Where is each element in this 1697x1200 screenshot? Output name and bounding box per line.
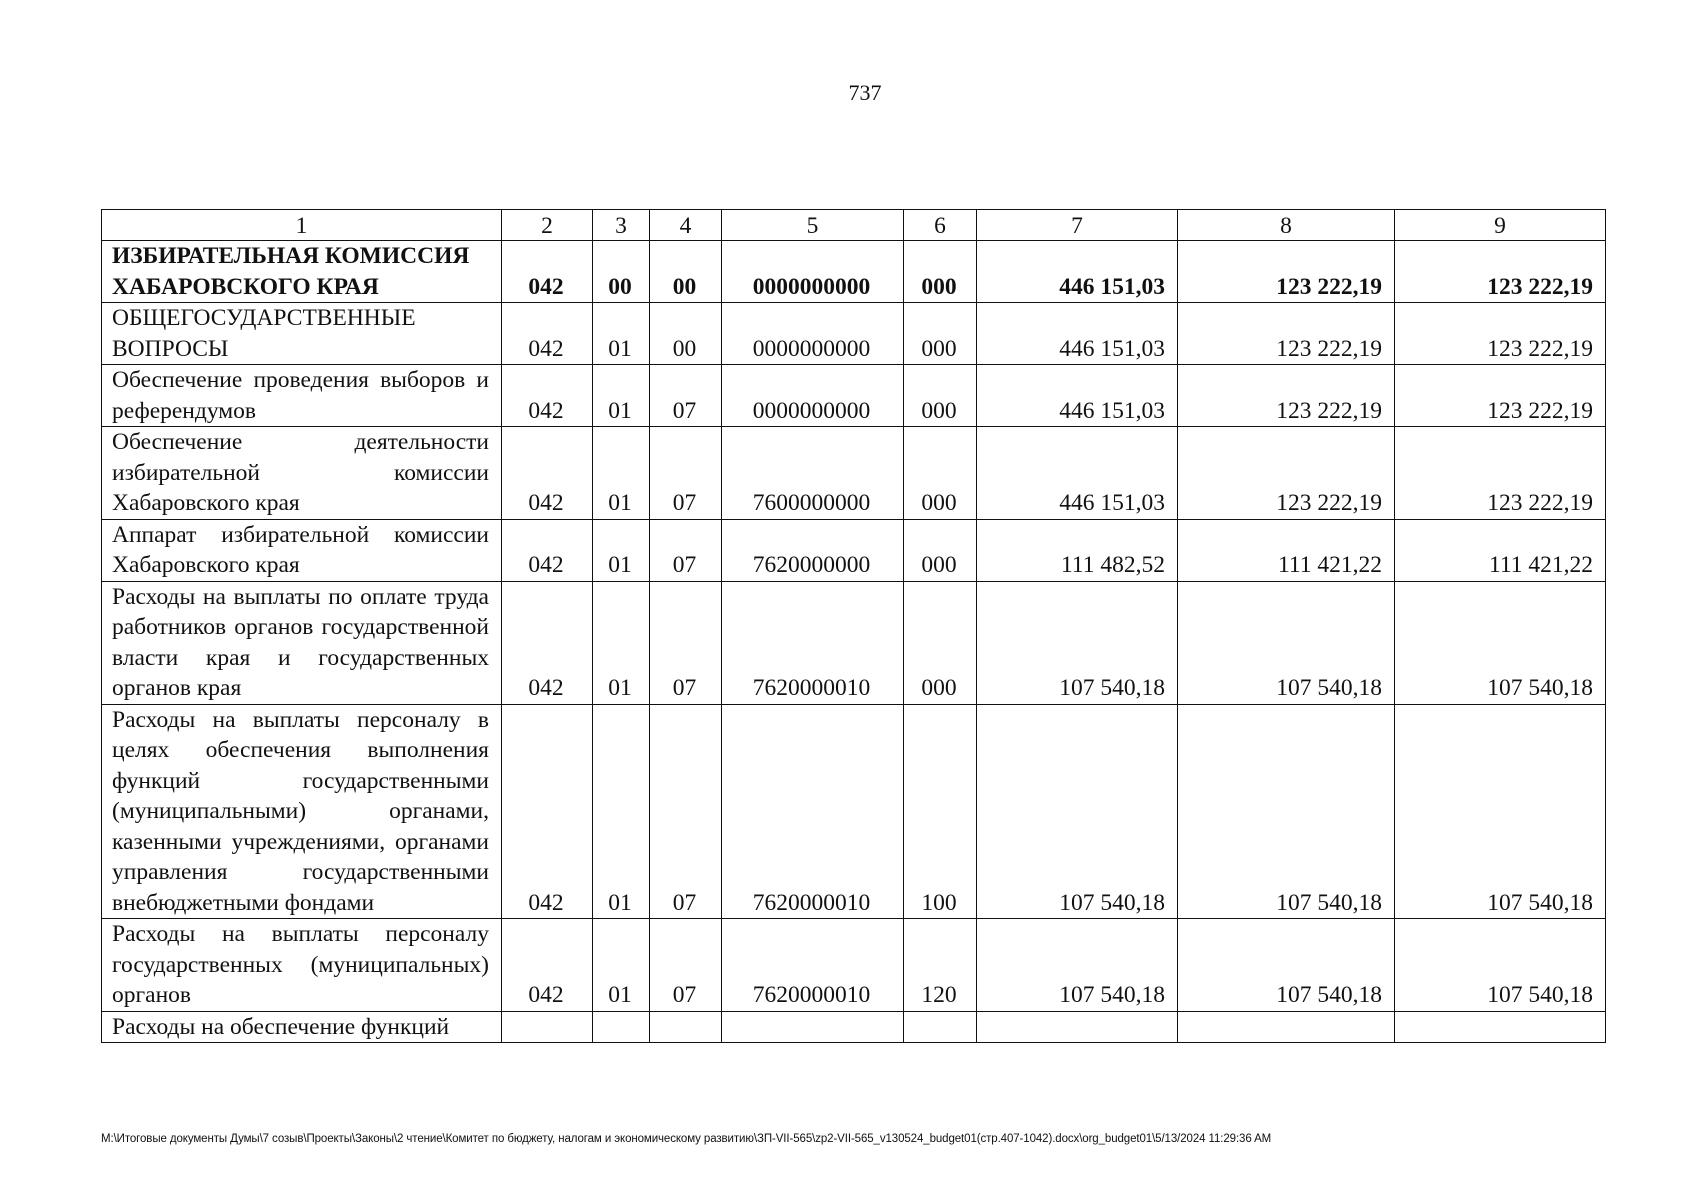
table-row: [102, 1011, 1606, 1043]
table-row: [102, 919, 1606, 1012]
row-name: Расходы на обеспечение функций: [102, 1011, 502, 1043]
cell-section: 01: [593, 365, 650, 427]
cell-target-article: 7600000000: [722, 427, 904, 520]
cell-admin-code: [502, 1011, 593, 1043]
page-number: 737: [848, 80, 882, 105]
cell-amount-col9: 111 421,22: [1395, 519, 1606, 581]
cell-subsection: 00: [650, 303, 722, 365]
column-header: 1: [102, 210, 502, 241]
cell-amount-col8: 107 540,18: [1178, 919, 1395, 1012]
cell-target-article: 0000000000: [722, 303, 904, 365]
cell-section: 01: [593, 519, 650, 581]
cell-target-article: 7620000010: [722, 704, 904, 919]
table-row: [102, 519, 1606, 581]
cell-amount-col8: 123 222,19: [1178, 303, 1395, 365]
cell-target-article: 0000000000: [722, 365, 904, 427]
cell-admin-code: 042: [502, 704, 593, 919]
column-header: 6: [904, 210, 977, 241]
cell-expense-type: [904, 1011, 977, 1043]
cell-amount-col8: 107 540,18: [1178, 704, 1395, 919]
cell-amount-col9: 123 222,19: [1395, 241, 1606, 303]
table-row: [102, 241, 1606, 303]
cell-amount-col9: 107 540,18: [1395, 581, 1606, 704]
row-name: ИЗБИРАТЕЛЬНАЯ КОМИССИЯ ХАБАРОВСКОГО КРАЯ: [102, 241, 502, 303]
cell-target-article: 7620000010: [722, 919, 904, 1012]
table-row: [102, 365, 1606, 427]
table-row: [102, 303, 1606, 365]
cell-amount-col7: 107 540,18: [977, 704, 1178, 919]
cell-admin-code: 042: [502, 581, 593, 704]
cell-amount-col8: 111 421,22: [1178, 519, 1395, 581]
cell-expense-type: 000: [904, 365, 977, 427]
cell-expense-type: 000: [904, 241, 977, 303]
cell-section: 00: [593, 241, 650, 303]
cell-admin-code: 042: [502, 519, 593, 581]
cell-amount-col7: 111 482,52: [977, 519, 1178, 581]
cell-subsection: 07: [650, 365, 722, 427]
cell-target-article: 7620000000: [722, 519, 904, 581]
budget-table: [101, 209, 1606, 1043]
column-header: 4: [650, 210, 722, 241]
cell-expense-type: 000: [904, 519, 977, 581]
cell-amount-col8: 123 222,19: [1178, 241, 1395, 303]
row-name: ОБЩЕГОСУДАРСТВЕННЫЕ ВОПРОСЫ: [102, 303, 502, 365]
cell-expense-type: 000: [904, 581, 977, 704]
column-header: 7: [977, 210, 1178, 241]
cell-subsection: 07: [650, 919, 722, 1012]
cell-target-article: 0000000000: [722, 241, 904, 303]
cell-admin-code: 042: [502, 303, 593, 365]
column-header: 5: [722, 210, 904, 241]
cell-amount-col9: 107 540,18: [1395, 919, 1606, 1012]
cell-section: 01: [593, 427, 650, 520]
cell-amount-col9: 107 540,18: [1395, 704, 1606, 919]
row-name: Обеспечение проведения выборов и референдумов: [102, 365, 502, 427]
cell-subsection: 07: [650, 581, 722, 704]
cell-amount-col7: [977, 1011, 1178, 1043]
cell-amount-col7: 107 540,18: [977, 919, 1178, 1012]
cell-amount-col8: 123 222,19: [1178, 365, 1395, 427]
cell-subsection: 07: [650, 427, 722, 520]
cell-amount-col9: [1395, 1011, 1606, 1043]
row-name: Расходы на выплаты по оплате труда работников органов государственной власти края и государственных органов края: [102, 581, 502, 704]
cell-subsection: 00: [650, 241, 722, 303]
cell-subsection: 07: [650, 519, 722, 581]
column-header: 8: [1178, 210, 1395, 241]
cell-expense-type: 120: [904, 919, 977, 1012]
cell-amount-col7: 446 151,03: [977, 303, 1178, 365]
table-row: [102, 581, 1606, 704]
cell-expense-type: 100: [904, 704, 977, 919]
column-header: 3: [593, 210, 650, 241]
table-row: [102, 427, 1606, 520]
cell-amount-col8: [1178, 1011, 1395, 1043]
cell-amount-col9: 123 222,19: [1395, 427, 1606, 520]
table-header-row: [102, 210, 1606, 241]
row-name: Обеспечение деятельности избирательной комиссии Хабаровского края: [102, 427, 502, 520]
cell-amount-col9: 123 222,19: [1395, 365, 1606, 427]
cell-amount-col8: 123 222,19: [1178, 427, 1395, 520]
table-row: [102, 704, 1606, 919]
cell-amount-col7: 446 151,03: [977, 241, 1178, 303]
cell-target-article: 7620000010: [722, 581, 904, 704]
row-name: Аппарат избирательной комиссии Хабаровского края: [102, 519, 502, 581]
cell-amount-col7: 107 540,18: [977, 581, 1178, 704]
cell-section: [593, 1011, 650, 1043]
cell-amount-col7: 446 151,03: [977, 365, 1178, 427]
cell-section: 01: [593, 704, 650, 919]
cell-admin-code: 042: [502, 241, 593, 303]
column-header: 2: [502, 210, 593, 241]
footer-file-path: M:\Итоговые документы Думы\7 созыв\Проекты\Законы\2 чтение\Комитет по бюджету, налогам и экономическому развитию\ЗП-VII-565\zp2-VII-565_v130524_budget01(стр.407-1042).docx\org_budget01\5/13/2024 11:29:36 AM: [101, 1133, 1272, 1145]
cell-section: 01: [593, 919, 650, 1012]
cell-subsection: 07: [650, 704, 722, 919]
cell-admin-code: 042: [502, 919, 593, 1012]
cell-target-article: [722, 1011, 904, 1043]
cell-section: 01: [593, 581, 650, 704]
cell-expense-type: 000: [904, 427, 977, 520]
cell-expense-type: 000: [904, 303, 977, 365]
cell-admin-code: 042: [502, 427, 593, 520]
row-name: Расходы на выплаты персоналу в целях обеспечения выполнения функций государственными (муниципальными) органами, казенными учреждениями, органами управления государственными внебюджетными фондами: [102, 704, 502, 919]
cell-amount-col7: 446 151,03: [977, 427, 1178, 520]
cell-amount-col8: 107 540,18: [1178, 581, 1395, 704]
cell-subsection: [650, 1011, 722, 1043]
cell-admin-code: 042: [502, 365, 593, 427]
cell-section: 01: [593, 303, 650, 365]
cell-amount-col9: 123 222,19: [1395, 303, 1606, 365]
row-name: Расходы на выплаты персоналу государственных (муниципальных) органов: [102, 919, 502, 1012]
column-header: 9: [1395, 210, 1606, 241]
